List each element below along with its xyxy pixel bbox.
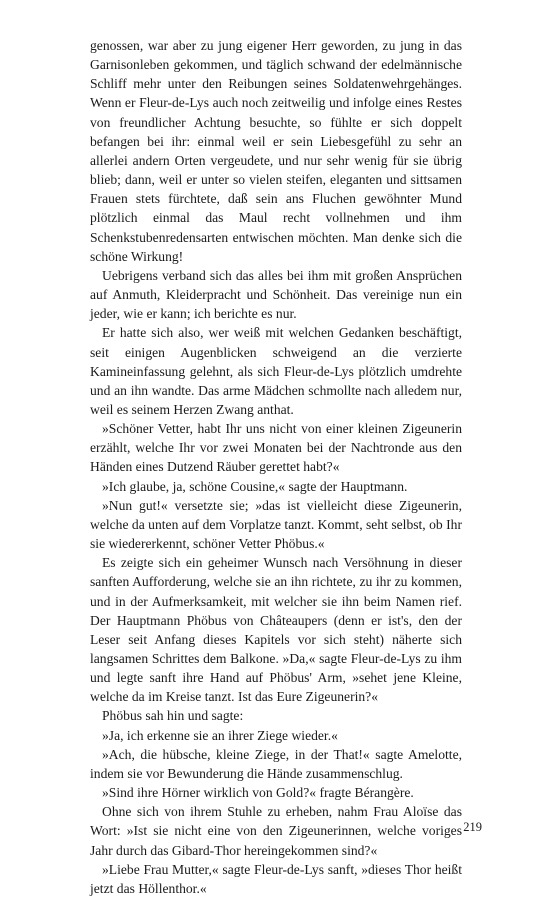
paragraph: »Schöner Vetter, habt Ihr uns nicht von einer kleinen Zigeunerin erzählt, welche Ihr vor zwei Monaten bei der Nachtronde aus den Händen eines Dutzend Räuber gerettet habt?« bbox=[90, 421, 462, 475]
paragraph: »Liebe Frau Mutter,« sagte Fleur-de-Lys sanft, »dieses Thor heißt jetzt das Höllenthor.« bbox=[90, 861, 462, 896]
text-body bbox=[90, 36, 462, 898]
paragraph: Er hatte sich also, wer weiß mit welchen Gedanken beschäftigt, seit einigen Augenblicken schweigend an die verzierte Kamineinfassung gelehnt, als sich Fleur-de-Lys plötzlich umdrehte und an ihn wandte. Das arme Mädchen schmollte nach alledem nur, weil es seinem Herzen Zwang anthat. bbox=[90, 325, 462, 417]
paragraph: »Sind ihre Hörner wirklich von Gold?« fragte Bérangère. bbox=[102, 785, 414, 801]
paragraph: »Nun gut!« versetzte sie; »das ist vielleicht diese Zigeunerin, welche da unten auf dem Vorplatze tanzt. Kommt, seht selbst, ob Ihr sie wiedererkennt, schöner Vetter Phöbus.« bbox=[90, 497, 462, 552]
paragraph: genossen, war aber zu jung eigener Herr geworden, zu jung in das Garnisonleben gekommen, und täglich schwand der edelmännische Schliff mehr unter den Reibungen seines Soldatenwehrgehänges. Wenn er Fleur-de-Lys auch noch zeitweilig und infolge eines Restes von freundlicher Achtung besuchte, so fühlte er sich doppelt befangen bei ihr: einmal weil er sein Liebesgefühl zu sehr an allerlei andern Orten vergeudete, und nur sehr wenig für sie übrig blieb; dann, weil er unter so vielen steifen, eleganten und sittsamen Frauen stets fürchtete, daß sein ans Fluchen gewöhnter Mund plötzlich einmal das Maul recht vollnehmen und ihm Schenkstubenredensarten entwischen möchten. Man denke sich die schöne Wirkung! bbox=[90, 38, 462, 264]
paragraph: »Ach, die hübsche, kleine Ziege, in der That!« sagte Amelotte, indem sie vor Bewunderung die Hände zusammenschlug. bbox=[90, 746, 462, 781]
paragraph: »Ja, ich erkenne sie an ihrer Ziege wieder.« bbox=[102, 727, 338, 743]
paragraph: Phöbus sah hin und sagte: bbox=[102, 708, 244, 724]
paragraph: Ohne sich von ihrem Stuhle zu erheben, nahm Frau Aloïse das Wort: »Ist sie nicht eine von den Zigeunerinnen, welche voriges Jahr durch das Gibard-Thor hereingekommen sind?« bbox=[90, 804, 462, 858]
paragraph: Es zeigte sich ein geheimer Wunsch nach Versöhnung in dieser sanften Aufforderung, welche sie an ihn richtete, zu ihr zu kommen, und in der Aufmerksamkeit, mit welcher sie ihn beim Namen rief. Der Hauptmann Phöbus von Châteaupers (denn er ist's, den der Leser seit Anfang dieses Kapitels vor sich steht) näherte sich langsamen Schrittes dem Balkone. »Da,« sagte Fleur-de-Lys zu ihm und legte sanft ihre Hand auf Phöbus' Arm, »sehet jene Kleine, welche da im Kreise tanzt. Ist das Eure Zigeunerin?« bbox=[90, 555, 462, 705]
paragraph: »Ich glaube, ja, schöne Cousine,« sagte der Hauptmann. bbox=[102, 478, 408, 494]
paragraph: Uebrigens verband sich das alles bei ihm mit großen Ansprüchen auf Anmuth, Kleiderpracht und Schönheit. Das vereinige nun ein jeder, wie er kann; ich berichte es nur. bbox=[90, 267, 462, 322]
page-number: 219 bbox=[463, 820, 482, 834]
